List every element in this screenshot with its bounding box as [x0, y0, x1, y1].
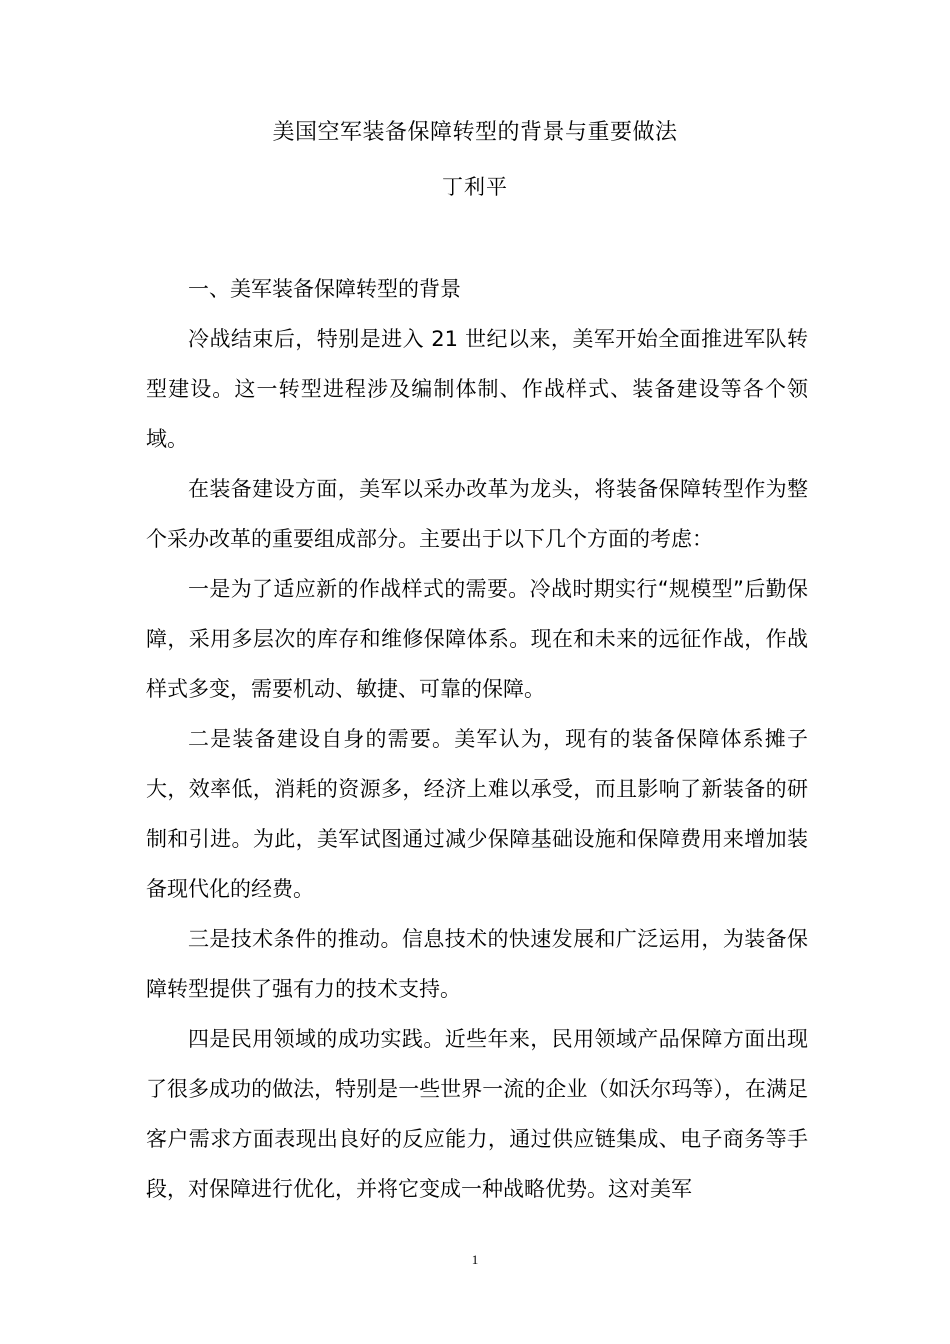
document-author: 丁利平 [442, 175, 508, 199]
document-body [146, 264, 808, 1214]
section-heading: 一、美军装备保障转型的背景 [188, 277, 461, 301]
paragraph: 三是技术条件的推动。信息技术的快速发展和广泛运用，为装备保障转型提供了强有力的技术支持。 [146, 927, 808, 1001]
paragraph: 冷战结束后，特别是进入 21 世纪以来，美军开始全面推进军队转型建设。这一转型进程涉及编制体制、作战样式、装备建设等各个领域。 [146, 327, 808, 451]
paragraph: 一是为了适应新的作战样式的需要。冷战时期实行“规模型”后勤保障，采用多层次的库存和维修保障体系。现在和未来的远征作战，作战样式多变，需要机动、敏捷、可靠的保障。 [146, 577, 808, 701]
paragraph: 在装备建设方面，美军以采办改革为龙头，将装备保障转型作为整个采办改革的重要组成部分。主要出于以下几个方面的考虑： [146, 477, 808, 551]
paragraph: 四是民用领域的成功实践。近些年来，民用领域产品保障方面出现了很多成功的做法，特别是一些世界一流的企业（如沃尔玛等），在满足客户需求方面表现出良好的反应能力，通过供应链集成、电子商务等手段，对保障进行优化，并将它变成一种战略优势。这对美军 [146, 1027, 808, 1201]
page-number: 1 [471, 1252, 479, 1267]
document-title: 美国空军装备保障转型的背景与重要做法 [272, 120, 678, 145]
paragraph: 二是装备建设自身的需要。美军认为，现有的装备保障体系摊子大，效率低，消耗的资源多，经济上难以承受，而且影响了新装备的研制和引进。为此，美军试图通过减少保障基础设施和保障费用来增加装备现代化的经费。 [146, 727, 808, 901]
